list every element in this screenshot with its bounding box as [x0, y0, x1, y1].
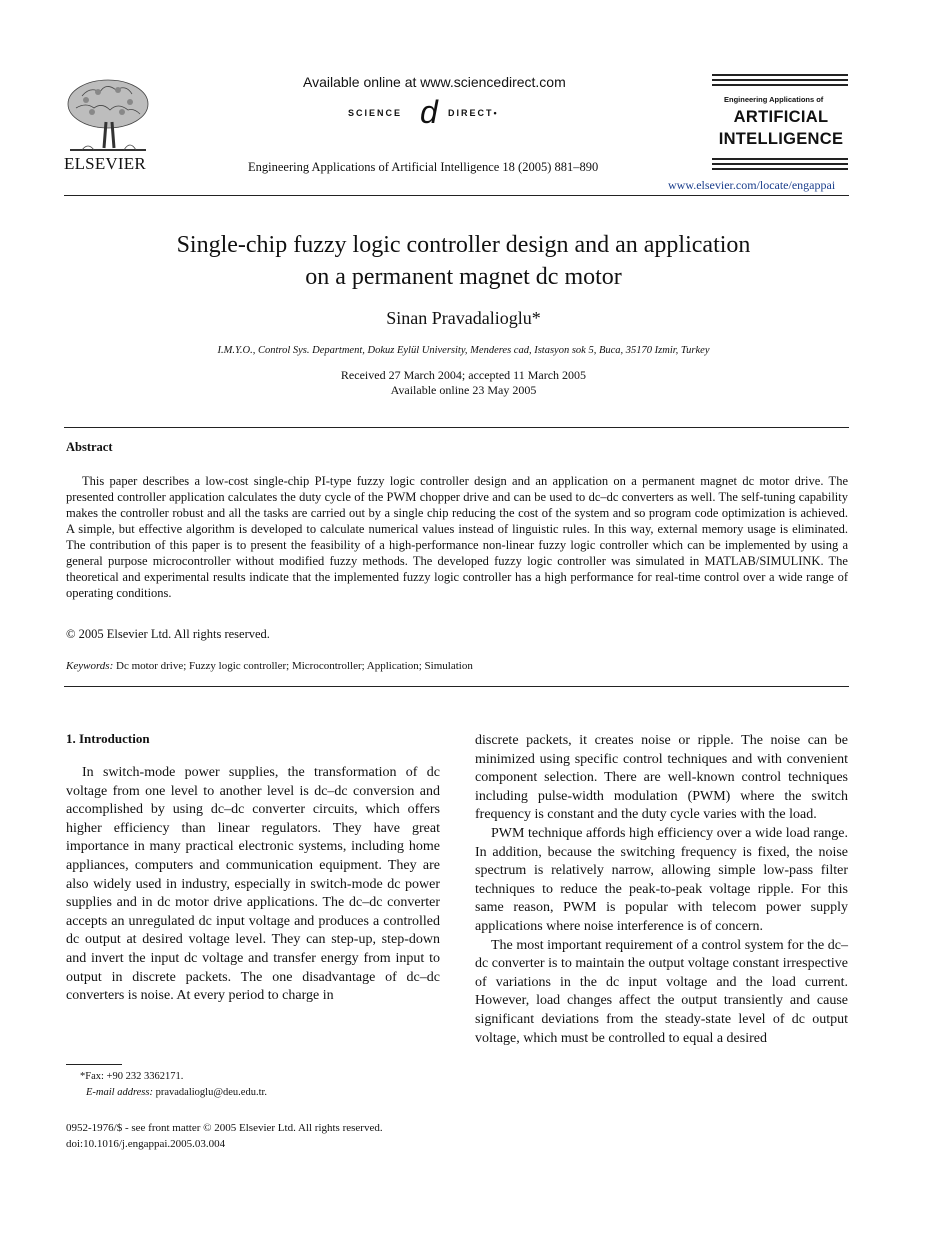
doi-line: doi:10.1016/j.engappai.2005.03.004	[66, 1138, 226, 1150]
abstract-body: This paper describes a low-cost single-chip PI-type fuzzy logic controller design and an application on a permanent magnet dc motor drive. The presented controller application calculates the duty cycle of the PWM chopper drive and can be used to dc–dc converters as well. The self-tuning capability makes the controller robust and all the tasks are carried out by a single chip reducing the cost of the system and so program code optimization is achieved. A simple, but effective algorithm is developed to calculate numerical values instead of linguistic rules. In this way, external memory usage is eliminated. The contribution of this paper is to present the feasibility of a high-performance non-linear fuzzy logic controller which can be implemented by using a general purpose microcontroller without modified fuzzy methods. The developed fuzzy logic controller was simulated in MATLAB/SIMULINK. The theoretical and experimental results indicate that the implemented fuzzy logic controller has a high performance for real-time control over a wide range of operating conditions.	[66, 474, 848, 600]
author-affiliation: I.M.Y.O., Control Sys. Department, Dokuz Eylül University, Menderes cad, Istasyon sok 5, Buca, 35170 Izmir, Turkey	[217, 345, 710, 356]
intro-paragraph-1-cont: discrete packets, it creates noise or ripple. The noise can be minimized using specific control techniques and with convenient component selection. There are well-known control techniques including pulse-width modulation (PWM) where the switch frequency is constant and the duty cycle varies with the load.	[475, 733, 848, 823]
intro-paragraph-3: The most important requirement of a control system for the dc–dc converter is to maintain the output voltage constant irrespective of variations in the dc input voltage and the load current. However, load changes affect the output transiently and cause significant deviations from the steady-state level of dc output voltage, which must be controlled to equal a desired	[475, 937, 848, 1046]
abstract-copyright: © 2005 Elsevier Ltd. All rights reserved.	[66, 627, 270, 641]
journal-url-link[interactable]: www.elsevier.com/locate/engappai	[668, 178, 836, 192]
title-line-2: on a permanent magnet dc motor	[305, 264, 622, 290]
abstract-top-divider	[64, 427, 849, 428]
journal-logo-box	[712, 74, 850, 176]
issn-line: 0952-1976/$ - see front matter © 2005 Elsevier Ltd. All rights reserved.	[66, 1122, 383, 1134]
footnote-fax: *Fax: +90 232 3362171.	[80, 1071, 184, 1082]
footnote-divider	[66, 1064, 122, 1065]
left-column	[66, 764, 440, 1006]
keywords-list: Dc motor drive; Fuzzy logic controller; Microcontroller; Application; Simulation	[116, 660, 473, 672]
journal-logo-line1: ARTIFICIAL	[733, 108, 829, 126]
keywords-label: Keywords:	[66, 660, 114, 672]
footnote-email	[86, 1086, 267, 1100]
title-line-1: Single-chip fuzzy logic controller design and an application	[176, 232, 751, 258]
journal-logo-small: Engineering Applications of	[724, 95, 824, 104]
publisher-name: ELSEVIER	[64, 154, 146, 173]
journal-logo-line2: INTELLIGENCE	[718, 130, 844, 148]
intro-paragraph-2: PWM technique affords high efficiency over a wide load range. In addition, because the switching frequency is fixed, the noise spectrum is relatively narrow, allowing simple low-pass filter techniques to reduce the peak-to-peak voltage ripple. For this same reason, PWM is popular with telecom power supply applications where noise interference is of concern.	[475, 825, 848, 934]
abstract-heading: Abstract	[66, 440, 113, 454]
right-column	[475, 732, 848, 1048]
intro-paragraph-1: In switch-mode power supplies, the transformation of dc voltage from one level to another level is dc–dc conversion and accomplished by using dc–dc converter circuits, which offers higher efficiency than linear regulators. They have great importance in many practical electronic systems, including home appliances, computers and communication equipment. They are also widely used in industry, especially in switch-mode dc power supplies and in dc motor drive applications. The dc–dc converter accepts an unregulated dc input voltage and produces a controlled dc output at desired voltage level. They can step-up, step-down and invert the input dc voltage and transfer energy from input to output in discrete packets. The one disadvantage of dc–dc converters is noise. At every period to charge in	[66, 765, 440, 1004]
section-heading-introduction: 1. Introduction	[66, 731, 150, 746]
header-divider	[64, 195, 849, 196]
issn-block	[66, 1120, 383, 1152]
available-date: Available online 23 May 2005	[390, 383, 537, 397]
article-dates	[60, 368, 867, 398]
abstract-bottom-divider	[64, 686, 849, 687]
email-address[interactable]: pravadalioglu@deu.edu.tr.	[155, 1087, 268, 1098]
available-online-banner: Available online at www.sciencedirect.com	[303, 74, 566, 90]
article-title	[60, 229, 867, 293]
sd-logo-right: DIRECT•	[448, 108, 499, 118]
sciencedirect-logo	[348, 94, 526, 138]
sd-logo-at: d	[420, 94, 438, 130]
received-date: Received 27 March 2004; accepted 11 March 2005	[340, 368, 587, 382]
journal-citation: Engineering Applications of Artificial Intelligence 18 (2005) 881–890	[248, 160, 599, 174]
email-label: E-mail address:	[86, 1087, 153, 1098]
elsevier-tree-logo	[62, 76, 154, 156]
sd-logo-left: SCIENCE	[348, 108, 403, 118]
keywords-line	[66, 660, 473, 672]
author-name: Sinan Pravadalioglu*	[386, 308, 541, 328]
